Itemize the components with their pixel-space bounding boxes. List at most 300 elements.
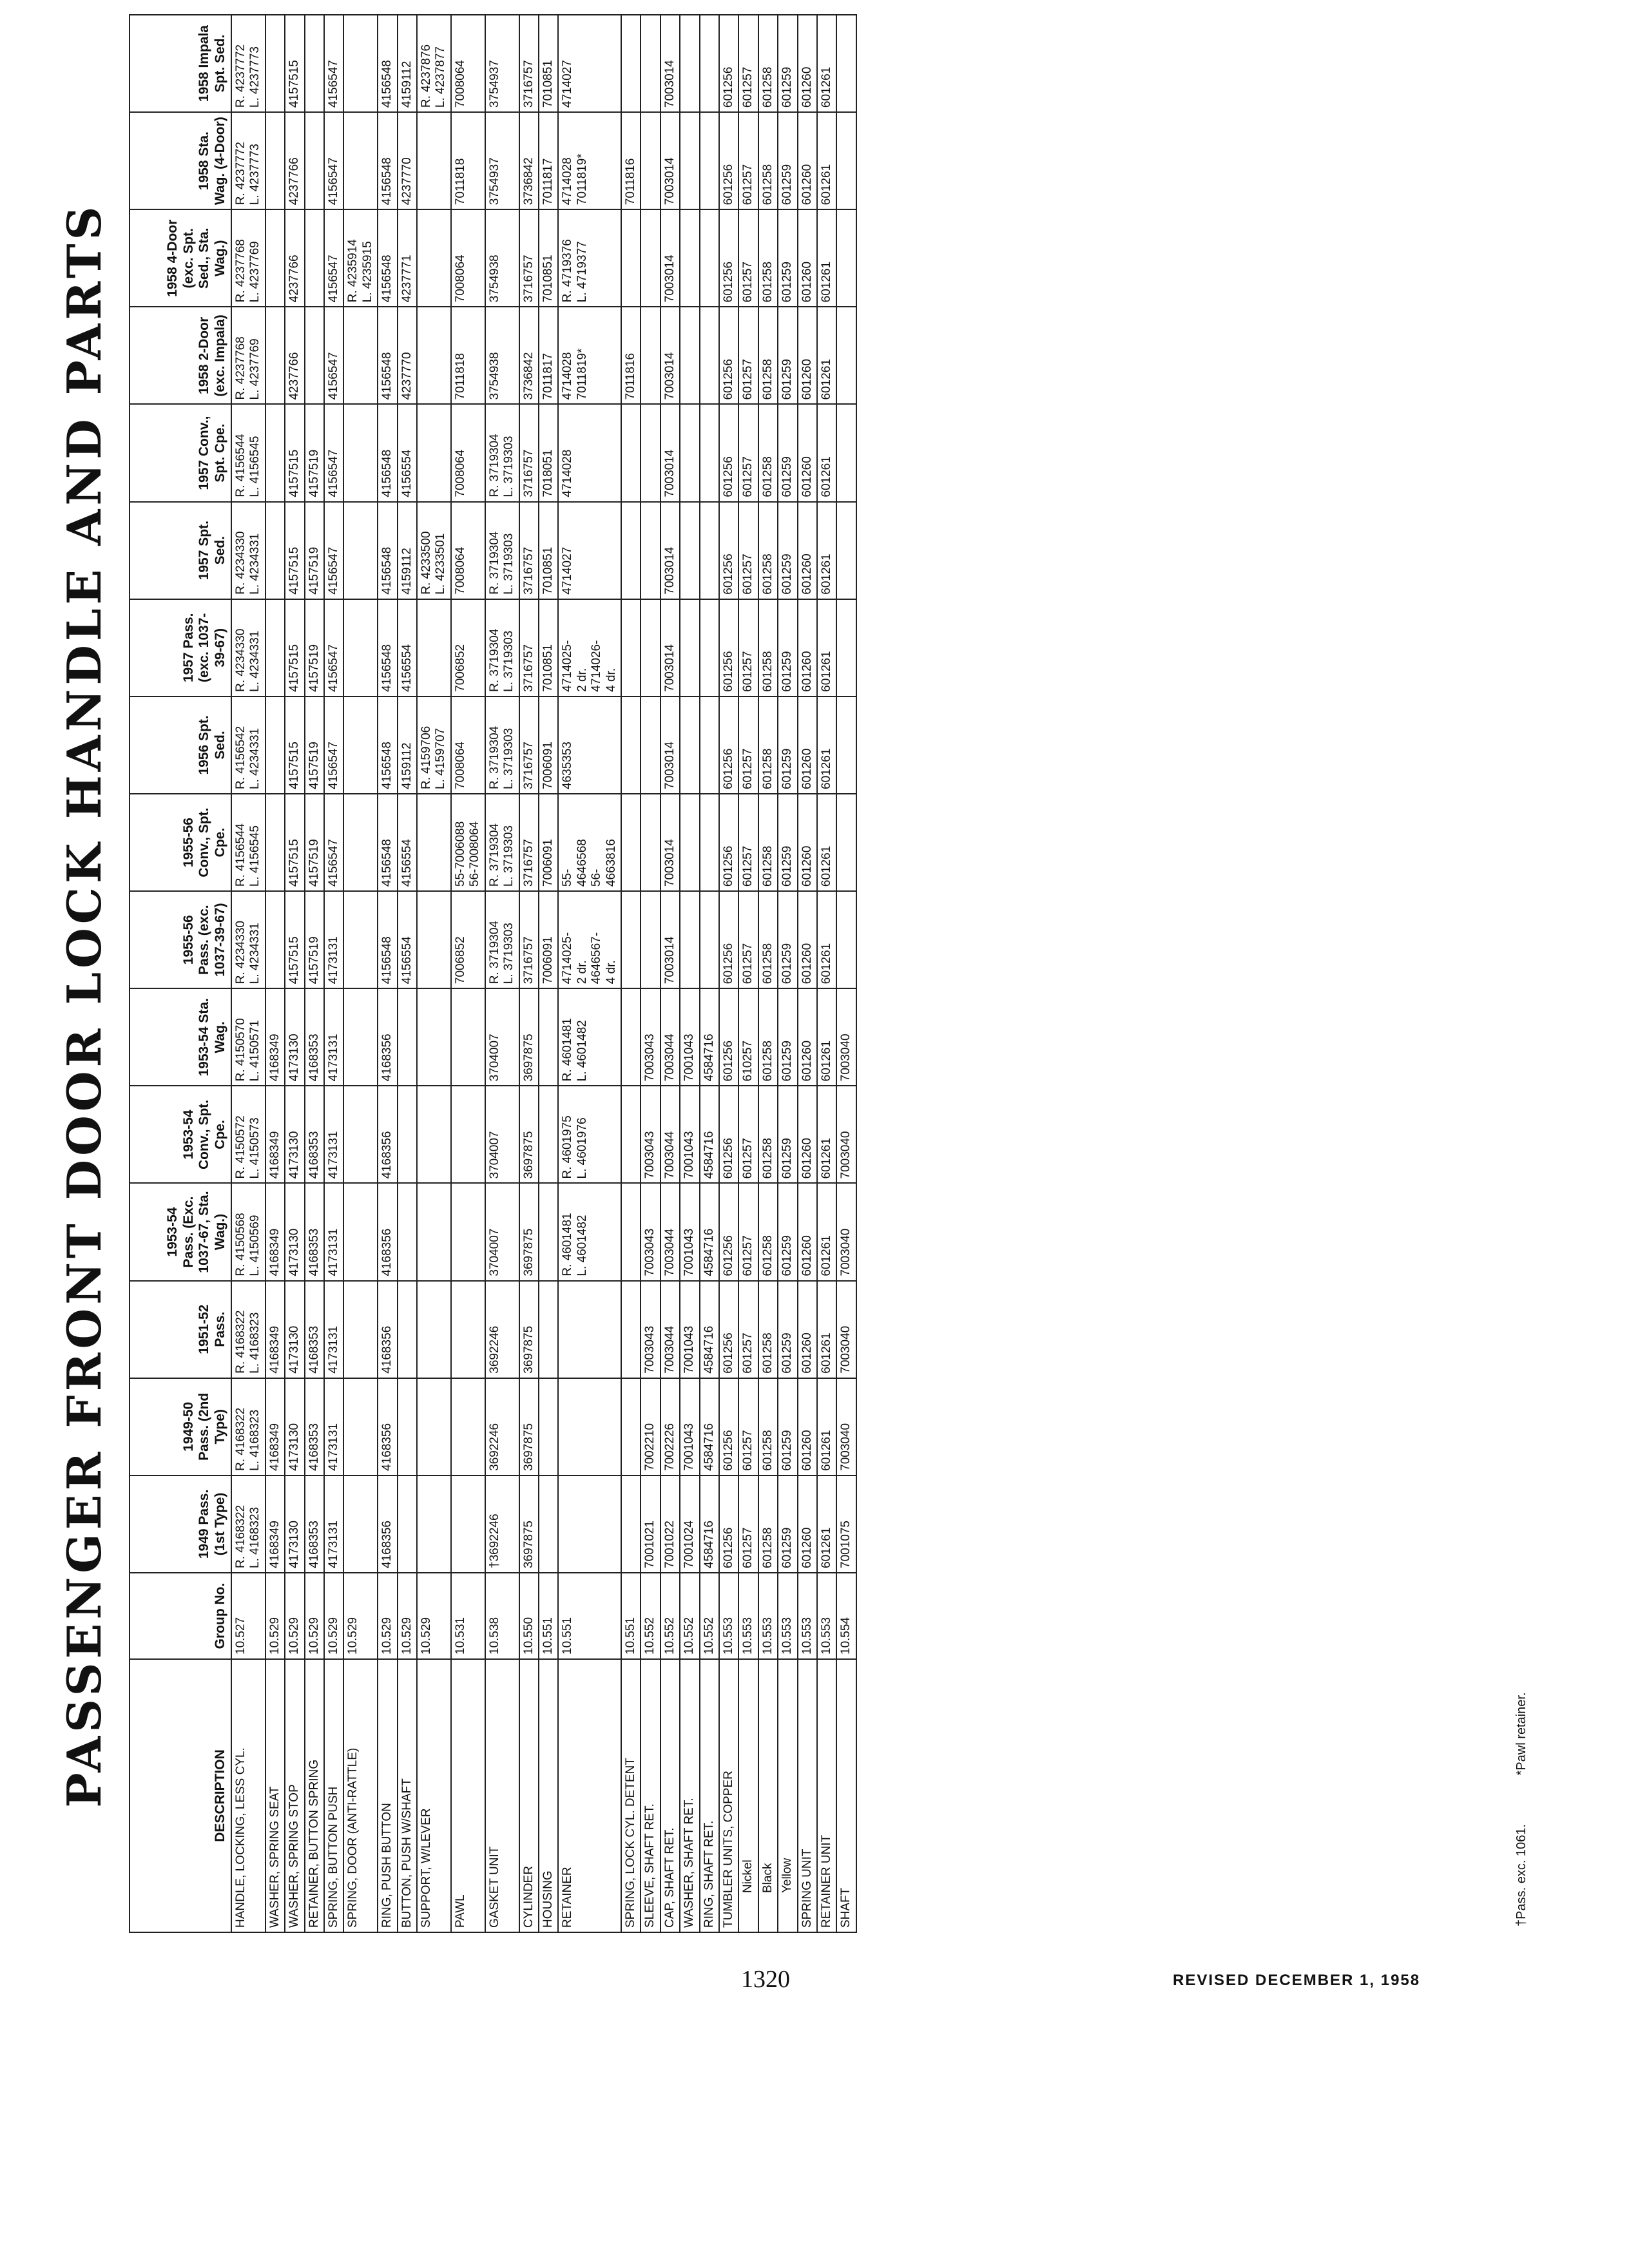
parts-table bbox=[129, 14, 857, 1933]
part-number-cell: R. 4150570 L. 4150571 bbox=[231, 988, 265, 1086]
part-number-cell: 4714028 7011819* bbox=[558, 307, 621, 404]
row-group-no: 10.550 bbox=[519, 1573, 539, 1659]
part-number-cell: 601261 bbox=[817, 1281, 836, 1378]
part-number-cell: 7003014 bbox=[660, 15, 680, 112]
part-number-cell bbox=[680, 794, 699, 891]
part-number-cell: 601258 bbox=[758, 15, 778, 112]
part-number-cell: R. 3719304 L. 3719303 bbox=[485, 599, 519, 697]
part-number-cell bbox=[305, 112, 324, 209]
part-number-cell: 4156547 bbox=[324, 502, 343, 599]
table-row bbox=[231, 15, 265, 1932]
row-description: HOUSING bbox=[539, 1659, 558, 1932]
part-number-cell: 3697875 bbox=[519, 1184, 539, 1281]
part-number-cell: 4173131 bbox=[324, 1184, 343, 1281]
part-number-cell: 7018051 bbox=[539, 405, 558, 502]
part-number-cell bbox=[398, 1086, 417, 1183]
part-number-cell bbox=[700, 794, 719, 891]
footnote-pawl: *Pawl retainer. bbox=[1514, 1692, 1528, 1776]
part-number-cell: 4157515 bbox=[285, 697, 304, 794]
table-row bbox=[285, 15, 304, 1932]
revised-date: REVISED DECEMBER 1, 1958 bbox=[1173, 1972, 1421, 1989]
part-number-cell: 601259 bbox=[778, 307, 797, 404]
part-number-cell: 601259 bbox=[778, 502, 797, 599]
row-group-no: 10.552 bbox=[680, 1573, 699, 1659]
part-number-cell: 601257 bbox=[738, 15, 758, 112]
part-number-cell: 7008064 bbox=[451, 502, 485, 599]
part-number-cell bbox=[641, 209, 660, 307]
header-group-no: Group No. bbox=[130, 1573, 231, 1659]
row-group-no: 10.553 bbox=[817, 1573, 836, 1659]
part-number-cell bbox=[680, 307, 699, 404]
table-row bbox=[265, 15, 285, 1932]
part-number-cell bbox=[305, 307, 324, 404]
part-number-cell: 7003040 bbox=[836, 1378, 856, 1475]
table-row bbox=[558, 15, 621, 1932]
part-number-cell: 4168356 bbox=[378, 1475, 397, 1573]
row-description: SUPPORT, W/LEVER bbox=[417, 1659, 451, 1932]
row-group-no: 10.553 bbox=[778, 1573, 797, 1659]
part-number-cell: 4237770 bbox=[398, 112, 417, 209]
header-model-2: 1949-50 Pass. (2nd Type) bbox=[130, 1378, 231, 1475]
part-number-cell: 4584716 bbox=[700, 1378, 719, 1475]
part-number-cell: 7003014 bbox=[660, 307, 680, 404]
row-description: RING, PUSH BUTTON bbox=[378, 1659, 397, 1932]
part-number-cell: 4714027 bbox=[558, 502, 621, 599]
table-row bbox=[836, 15, 856, 1932]
part-number-cell: R. 4719376 L. 4719377 bbox=[558, 209, 621, 307]
part-number-cell bbox=[417, 209, 451, 307]
part-number-cell: 4584716 bbox=[700, 1184, 719, 1281]
parts-table-wrapper bbox=[129, 14, 857, 1933]
part-number-cell bbox=[836, 15, 856, 112]
part-number-cell: 4714028 bbox=[558, 405, 621, 502]
row-description: PAWL bbox=[451, 1659, 485, 1932]
part-number-cell: 7003014 bbox=[660, 891, 680, 988]
part-number-cell bbox=[558, 1475, 621, 1573]
part-number-cell: 4157515 bbox=[285, 599, 304, 697]
part-number-cell: 4156548 bbox=[378, 112, 397, 209]
part-number-cell bbox=[539, 1378, 558, 1475]
part-number-cell: 7003014 bbox=[660, 405, 680, 502]
part-number-cell bbox=[680, 502, 699, 599]
part-number-cell: 601257 bbox=[738, 1475, 758, 1573]
row-description: WASHER, SPRING SEAT bbox=[265, 1659, 285, 1932]
part-number-cell: 601260 bbox=[798, 307, 817, 404]
part-number-cell: 601261 bbox=[817, 209, 836, 307]
header-model-6: 1953-54 Sta. Wag. bbox=[130, 988, 231, 1086]
part-number-cell: †3692246 bbox=[485, 1475, 519, 1573]
part-number-cell bbox=[621, 599, 641, 697]
header-model-11: 1957 Spt. Sed. bbox=[130, 502, 231, 599]
part-number-cell: R. 3719304 L. 3719303 bbox=[485, 405, 519, 502]
part-number-cell: 4168353 bbox=[305, 988, 324, 1086]
part-number-cell: 4157519 bbox=[305, 405, 324, 502]
table-row bbox=[758, 15, 778, 1932]
part-number-cell: 7010851 bbox=[539, 502, 558, 599]
table-row bbox=[817, 15, 836, 1932]
part-number-cell: 4156548 bbox=[378, 405, 397, 502]
part-number-cell bbox=[343, 1475, 378, 1573]
part-number-cell bbox=[621, 697, 641, 794]
part-number-cell: 601260 bbox=[798, 209, 817, 307]
part-number-cell: 7006091 bbox=[539, 891, 558, 988]
part-number-cell: 601258 bbox=[758, 112, 778, 209]
part-number-cell: 601261 bbox=[817, 988, 836, 1086]
part-number-cell: 601261 bbox=[817, 794, 836, 891]
part-number-cell: 4157519 bbox=[305, 891, 324, 988]
part-number-cell: R. 4168322 L. 4168323 bbox=[231, 1378, 265, 1475]
row-group-no: 10.553 bbox=[798, 1573, 817, 1659]
part-number-cell: 601260 bbox=[798, 112, 817, 209]
part-number-cell: 4173130 bbox=[285, 1086, 304, 1183]
part-number-cell: 7010851 bbox=[539, 15, 558, 112]
part-number-cell: 601259 bbox=[778, 599, 797, 697]
row-group-no: 10.531 bbox=[451, 1573, 485, 1659]
part-number-cell: 3754937 bbox=[485, 15, 519, 112]
part-number-cell bbox=[343, 15, 378, 112]
part-number-cell bbox=[343, 891, 378, 988]
part-number-cell: 7003040 bbox=[836, 1184, 856, 1281]
table-row bbox=[519, 15, 539, 1932]
part-number-cell: 4157515 bbox=[285, 502, 304, 599]
part-number-cell bbox=[417, 794, 451, 891]
part-number-cell: 601256 bbox=[719, 1086, 738, 1183]
part-number-cell: 601256 bbox=[719, 405, 738, 502]
part-number-cell bbox=[451, 1184, 485, 1281]
table-row bbox=[680, 15, 699, 1932]
part-number-cell: 4173131 bbox=[324, 1475, 343, 1573]
part-number-cell: 7001024 bbox=[680, 1475, 699, 1573]
part-number-cell: 4714028 7011819* bbox=[558, 112, 621, 209]
part-number-cell: 7003014 bbox=[660, 697, 680, 794]
part-number-cell: 4168353 bbox=[305, 1378, 324, 1475]
part-number-cell: 601256 bbox=[719, 697, 738, 794]
part-number-cell bbox=[265, 112, 285, 209]
part-number-cell: 601256 bbox=[719, 112, 738, 209]
part-number-cell: 4173131 bbox=[324, 1281, 343, 1378]
row-description: SPRING UNIT bbox=[798, 1659, 817, 1932]
part-number-cell bbox=[558, 1281, 621, 1378]
part-number-cell: 55-7006088 56-7008064 bbox=[451, 794, 485, 891]
part-number-cell: 601259 bbox=[778, 15, 797, 112]
part-number-cell: 3697875 bbox=[519, 1086, 539, 1183]
part-number-cell: 4168353 bbox=[305, 1281, 324, 1378]
part-number-cell bbox=[836, 697, 856, 794]
row-description: TUMBLER UNITS, COPPER bbox=[719, 1659, 738, 1932]
part-number-cell: 601260 bbox=[798, 1378, 817, 1475]
part-number-cell bbox=[265, 209, 285, 307]
part-number-cell: 601260 bbox=[798, 697, 817, 794]
part-number-cell: 4156548 bbox=[378, 307, 397, 404]
part-number-cell: 4173130 bbox=[285, 1378, 304, 1475]
part-number-cell bbox=[700, 307, 719, 404]
part-number-cell: 7003014 bbox=[660, 209, 680, 307]
part-number-cell: R. 4233500 L. 4233501 bbox=[417, 502, 451, 599]
part-number-cell: 601261 bbox=[817, 15, 836, 112]
row-description: SHAFT bbox=[836, 1659, 856, 1932]
row-description: RING, SHAFT RET. bbox=[700, 1659, 719, 1932]
part-number-cell: 601256 bbox=[719, 794, 738, 891]
part-number-cell bbox=[343, 697, 378, 794]
part-number-cell: 7010851 bbox=[539, 209, 558, 307]
header-model-13: 1958 2-Door (exc. Impala) bbox=[130, 307, 231, 404]
part-number-cell: 3716757 bbox=[519, 405, 539, 502]
part-number-cell: 4156554 bbox=[398, 599, 417, 697]
part-number-cell bbox=[641, 112, 660, 209]
part-number-cell: 7003040 bbox=[836, 988, 856, 1086]
part-number-cell: 601261 bbox=[817, 1378, 836, 1475]
part-number-cell: 4168356 bbox=[378, 1281, 397, 1378]
part-number-cell: 3704007 bbox=[485, 988, 519, 1086]
part-number-cell bbox=[700, 891, 719, 988]
part-number-cell: 4168349 bbox=[265, 988, 285, 1086]
part-number-cell bbox=[621, 1281, 641, 1378]
part-number-cell: 3716757 bbox=[519, 15, 539, 112]
part-number-cell: 601258 bbox=[758, 405, 778, 502]
part-number-cell bbox=[398, 1281, 417, 1378]
part-number-cell: 7003014 bbox=[660, 502, 680, 599]
part-number-cell: 4173131 bbox=[324, 1086, 343, 1183]
part-number-cell bbox=[398, 988, 417, 1086]
part-number-cell: 7001043 bbox=[680, 1281, 699, 1378]
part-number-cell bbox=[539, 988, 558, 1086]
part-number-cell bbox=[836, 891, 856, 988]
part-number-cell bbox=[417, 1086, 451, 1183]
part-number-cell bbox=[343, 1281, 378, 1378]
row-group-no: 10.553 bbox=[758, 1573, 778, 1659]
part-number-cell: R. 4601975 L. 4601976 bbox=[558, 1086, 621, 1183]
part-number-cell bbox=[398, 1184, 417, 1281]
row-description: CYLINDER bbox=[519, 1659, 539, 1932]
header-model-16: 1958 Impala Spt. Sed. bbox=[130, 15, 231, 112]
table-row bbox=[417, 15, 451, 1932]
part-number-cell: 7003040 bbox=[836, 1086, 856, 1183]
part-number-cell: 4168349 bbox=[265, 1378, 285, 1475]
part-number-cell: 4157515 bbox=[285, 891, 304, 988]
part-number-cell: 7001043 bbox=[680, 1378, 699, 1475]
table-row bbox=[738, 15, 758, 1932]
part-number-cell: 601261 bbox=[817, 502, 836, 599]
part-number-cell: 601259 bbox=[778, 1378, 797, 1475]
part-number-cell: 7001021 bbox=[641, 1475, 660, 1573]
header-model-15: 1958 Sta. Wag. (4-Door) bbox=[130, 112, 231, 209]
part-number-cell: R. 4156544 L. 4156545 bbox=[231, 405, 265, 502]
part-number-cell: R. 3719304 L. 3719303 bbox=[485, 502, 519, 599]
part-number-cell: 4157515 bbox=[285, 405, 304, 502]
part-number-cell: 7011817 bbox=[539, 307, 558, 404]
part-number-cell: 4173131 bbox=[324, 1378, 343, 1475]
part-number-cell: 4156547 bbox=[324, 794, 343, 891]
part-number-cell: 7003014 bbox=[660, 112, 680, 209]
part-number-cell: 4168356 bbox=[378, 988, 397, 1086]
part-number-cell bbox=[680, 405, 699, 502]
row-group-no: 10.551 bbox=[621, 1573, 641, 1659]
part-number-cell: 3704007 bbox=[485, 1184, 519, 1281]
part-number-cell bbox=[641, 599, 660, 697]
part-number-cell: 4168356 bbox=[378, 1086, 397, 1183]
table-row bbox=[305, 15, 324, 1932]
part-number-cell: 601257 bbox=[738, 599, 758, 697]
table-row bbox=[798, 15, 817, 1932]
part-number-cell: 4156548 bbox=[378, 15, 397, 112]
part-number-cell: 7010851 bbox=[539, 599, 558, 697]
part-number-cell: 601256 bbox=[719, 307, 738, 404]
part-number-cell: 3697875 bbox=[519, 1281, 539, 1378]
row-group-no: 10.529 bbox=[285, 1573, 304, 1659]
part-number-cell: 601261 bbox=[817, 1086, 836, 1183]
part-number-cell bbox=[343, 112, 378, 209]
part-number-cell: 3754937 bbox=[485, 112, 519, 209]
part-number-cell bbox=[836, 599, 856, 697]
part-number-cell: 7011817 bbox=[539, 112, 558, 209]
part-number-cell: 4237766 bbox=[285, 209, 304, 307]
part-number-cell bbox=[621, 15, 641, 112]
part-number-cell: 4156548 bbox=[378, 891, 397, 988]
part-number-cell: 601261 bbox=[817, 112, 836, 209]
row-group-no: 10.552 bbox=[660, 1573, 680, 1659]
part-number-cell bbox=[700, 112, 719, 209]
part-number-cell: 7003044 bbox=[660, 988, 680, 1086]
part-number-cell: 601260 bbox=[798, 1086, 817, 1183]
table-row bbox=[378, 15, 397, 1932]
part-number-cell: 4714027 bbox=[558, 15, 621, 112]
part-number-cell bbox=[417, 891, 451, 988]
part-number-cell bbox=[417, 1184, 451, 1281]
part-number-cell bbox=[265, 794, 285, 891]
row-description: SPRING, LOCK CYL. DETENT bbox=[621, 1659, 641, 1932]
part-number-cell bbox=[398, 1378, 417, 1475]
footnote-pass: †Pass. exc. 1061. bbox=[1514, 1824, 1528, 1927]
part-number-cell bbox=[641, 405, 660, 502]
part-number-cell: 4157519 bbox=[305, 502, 324, 599]
part-number-cell: 3736842 bbox=[519, 307, 539, 404]
part-number-cell: 7003044 bbox=[660, 1086, 680, 1183]
part-number-cell bbox=[558, 1378, 621, 1475]
part-number-cell: 601258 bbox=[758, 794, 778, 891]
part-number-cell bbox=[265, 891, 285, 988]
part-number-cell bbox=[343, 405, 378, 502]
part-number-cell: 601260 bbox=[798, 1475, 817, 1573]
row-description: BUTTON, PUSH W/SHAFT bbox=[398, 1659, 417, 1932]
part-number-cell bbox=[836, 405, 856, 502]
part-number-cell: 601258 bbox=[758, 1086, 778, 1183]
part-number-cell: 601259 bbox=[778, 209, 797, 307]
row-group-no: 10.529 bbox=[398, 1573, 417, 1659]
part-number-cell: 3716757 bbox=[519, 599, 539, 697]
header-model-5: 1953-54 Conv., Spt. Cpe. bbox=[130, 1086, 231, 1183]
part-number-cell: 7001075 bbox=[836, 1475, 856, 1573]
part-number-cell: 601260 bbox=[798, 1281, 817, 1378]
part-number-cell: 4714025- 2 dr. 4646567- 4 dr. bbox=[558, 891, 621, 988]
part-number-cell bbox=[451, 1086, 485, 1183]
row-description: Yellow bbox=[778, 1659, 797, 1932]
part-number-cell: 4156554 bbox=[398, 405, 417, 502]
part-number-cell: 7003043 bbox=[641, 1086, 660, 1183]
part-number-cell: R. 4156544 L. 4156545 bbox=[231, 794, 265, 891]
part-number-cell: 3754938 bbox=[485, 209, 519, 307]
part-number-cell bbox=[417, 599, 451, 697]
part-number-cell: 601257 bbox=[738, 405, 758, 502]
part-number-cell bbox=[451, 1281, 485, 1378]
part-number-cell bbox=[539, 1475, 558, 1573]
part-number-cell bbox=[641, 15, 660, 112]
part-number-cell: 601260 bbox=[798, 988, 817, 1086]
part-number-cell bbox=[836, 307, 856, 404]
part-number-cell: 4156548 bbox=[378, 599, 397, 697]
part-number-cell: 4173131 bbox=[324, 891, 343, 988]
table-row bbox=[778, 15, 797, 1932]
table-row bbox=[539, 15, 558, 1932]
row-group-no: 10.529 bbox=[305, 1573, 324, 1659]
part-number-cell: 7003014 bbox=[660, 599, 680, 697]
part-number-cell: 4157515 bbox=[285, 794, 304, 891]
part-number-cell bbox=[641, 697, 660, 794]
part-number-cell bbox=[700, 502, 719, 599]
part-number-cell: 610257 bbox=[738, 988, 758, 1086]
table-row bbox=[451, 15, 485, 1932]
part-number-cell bbox=[621, 1086, 641, 1183]
part-number-cell: 601256 bbox=[719, 599, 738, 697]
header-model-1: 1949 Pass. (1st Type) bbox=[130, 1475, 231, 1573]
part-number-cell bbox=[305, 209, 324, 307]
part-number-cell bbox=[680, 15, 699, 112]
row-group-no: 10.551 bbox=[539, 1573, 558, 1659]
part-number-cell bbox=[265, 599, 285, 697]
part-number-cell: 4157519 bbox=[305, 697, 324, 794]
part-number-cell: 4584716 bbox=[700, 1086, 719, 1183]
part-number-cell: 3716757 bbox=[519, 697, 539, 794]
part-number-cell: R. 4159706 L. 4159707 bbox=[417, 697, 451, 794]
part-number-cell bbox=[305, 15, 324, 112]
part-number-cell: 4156548 bbox=[378, 794, 397, 891]
part-number-cell: 4156554 bbox=[398, 794, 417, 891]
header-model-8: 1955-56 Conv., Spt. Cpe. bbox=[130, 794, 231, 891]
part-number-cell: 601259 bbox=[778, 405, 797, 502]
part-number-cell: 601259 bbox=[778, 697, 797, 794]
part-number-cell: 7003014 bbox=[660, 794, 680, 891]
part-number-cell: 7006091 bbox=[539, 697, 558, 794]
row-description: CAP, SHAFT RET. bbox=[660, 1659, 680, 1932]
part-number-cell: 601257 bbox=[738, 1378, 758, 1475]
part-number-cell: 601260 bbox=[798, 15, 817, 112]
part-number-cell bbox=[398, 1475, 417, 1573]
part-number-cell: 3697875 bbox=[519, 1378, 539, 1475]
row-description: SPRING, BUTTON PUSH bbox=[324, 1659, 343, 1932]
part-number-cell: 7008064 bbox=[451, 209, 485, 307]
part-number-cell: 7003043 bbox=[641, 988, 660, 1086]
part-number-cell: 4584716 bbox=[700, 1475, 719, 1573]
header-model-7: 1955-56 Pass. (exc. 1037-39-67) bbox=[130, 891, 231, 988]
part-number-cell bbox=[621, 794, 641, 891]
part-number-cell: 4168349 bbox=[265, 1475, 285, 1573]
page-number: 1320 bbox=[741, 1966, 790, 1993]
row-group-no: 10.552 bbox=[641, 1573, 660, 1659]
part-number-cell: 4157519 bbox=[305, 599, 324, 697]
part-number-cell: R. 4168322 L. 4168323 bbox=[231, 1281, 265, 1378]
header-model-14: 1958 4-Door (exc. Spt. Sed., Sta. Wag.) bbox=[130, 209, 231, 307]
row-description: WASHER, SHAFT RET. bbox=[680, 1659, 699, 1932]
part-number-cell bbox=[417, 307, 451, 404]
part-number-cell: 4156548 bbox=[378, 209, 397, 307]
part-number-cell: 7001043 bbox=[680, 988, 699, 1086]
part-number-cell: 601261 bbox=[817, 405, 836, 502]
part-number-cell: 4168353 bbox=[305, 1086, 324, 1183]
part-number-cell: 4173130 bbox=[285, 1184, 304, 1281]
part-number-cell: 601258 bbox=[758, 891, 778, 988]
table-row bbox=[324, 15, 343, 1932]
part-number-cell: 601257 bbox=[738, 1184, 758, 1281]
part-number-cell bbox=[621, 988, 641, 1086]
